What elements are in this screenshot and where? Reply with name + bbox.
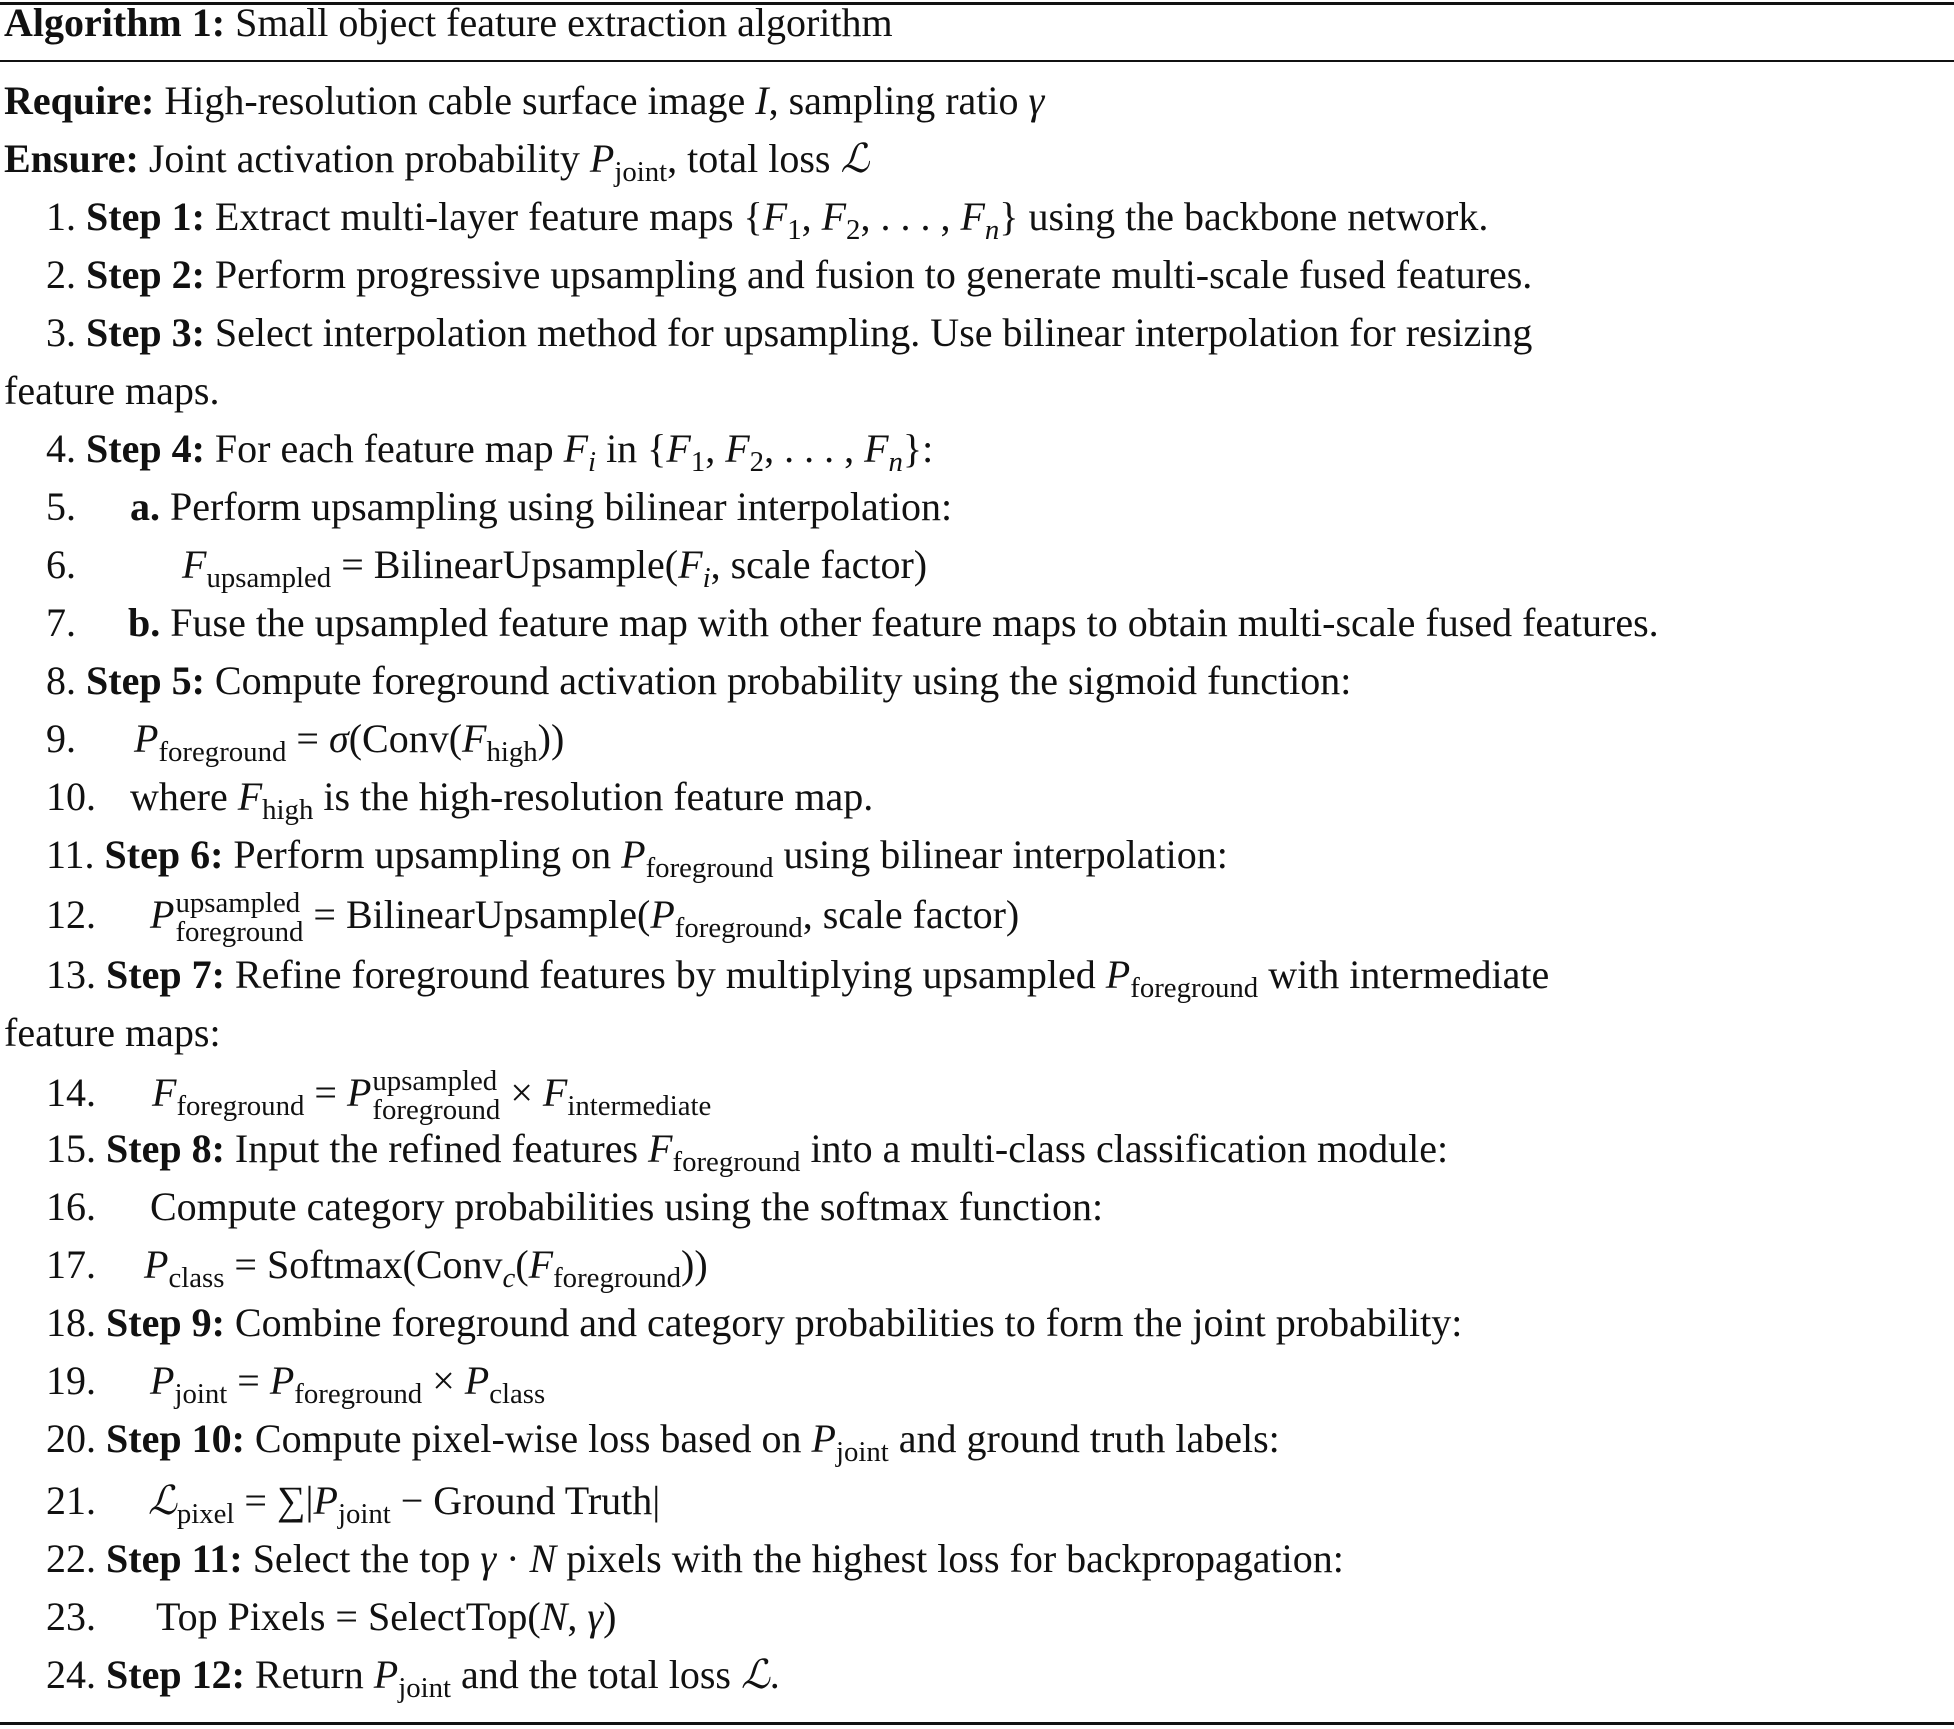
step-line-11: 11. Step 6: Perform upsampling on $P_{foreground}$ using bilinear interpolation: [46, 826, 1228, 884]
step-text-continuation: feature maps: [4, 1010, 221, 1055]
algorithm-title: Small object feature extraction algorithm [235, 0, 893, 45]
step-line-23: 23. Top Pixels = SelectTop(N, γ) [46, 1588, 616, 1646]
line-number: 17. [46, 1242, 96, 1287]
step-text: Perform upsampling using bilinear interpolation: [170, 484, 953, 529]
step-label: Step 8: [106, 1126, 225, 1171]
step-line-18 [46, 1294, 1462, 1352]
line-number: 24. [46, 1652, 96, 1697]
step-text: Combine foreground and category probabilities to form the joint probability: [234, 1300, 1463, 1345]
line-number: 21. [46, 1478, 96, 1523]
line-number: 10. [46, 774, 96, 819]
step-line-17: 17. $P_{class}$ = $Softmax(Conv_c(F_{foreground}))$ [46, 1236, 708, 1294]
line-number: 22. [46, 1536, 96, 1581]
step-line-12: 12. P upsampled foreground = $BilinearUpsample(P_{foreground}$, scale factor) [46, 887, 1020, 948]
line-number: 23. [46, 1594, 96, 1639]
ensure-line: Ensure: Joint activation probability $P_{joint}$, total loss ℒ [4, 136, 870, 189]
step-line-2 [46, 246, 1532, 304]
require-label: Require: [4, 78, 155, 123]
line-number: 15. [46, 1126, 96, 1171]
step-label: Step 6: [104, 832, 224, 877]
step-label: Step 11: [106, 1536, 243, 1581]
line-number: 11. [46, 832, 95, 877]
line-number: 2. [46, 252, 76, 297]
step-label: Step 9: [106, 1300, 225, 1345]
bottom-rule [0, 1722, 1954, 1725]
line-number: 5. [46, 484, 76, 529]
require-line: Require: High-resolution cable surface image I, sampling ratio γ [4, 78, 1045, 123]
step-text: Compute foreground activation probability using the sigmoid function: [214, 658, 1352, 703]
step-text: Compute category probabilities using the softmax function: [150, 1184, 1104, 1229]
step-line-24: 24. Step 12: Return $P_{joint}$ and the total loss ℒ. [46, 1646, 780, 1704]
step-text: Fuse the upsampled feature map with other feature maps to obtain multi-scale fused features. [170, 600, 1659, 645]
line-number: 14. [46, 1070, 96, 1115]
step-label: Step 1: [86, 194, 205, 239]
step-line-3 [46, 304, 1532, 362]
step-label: Step 5: [86, 658, 205, 703]
step-line-21: 21. ℒ$_{pixel}$ = $\sum|P_{joint}$ − Ground Truth| [46, 1472, 660, 1530]
step-line-1: 1. Step 1: Extract multi-layer feature maps {$F_1$, $F_2$, . . . , $F_n$} using the backbone network. [46, 188, 1488, 246]
header-rule [0, 60, 1954, 62]
step-line-14: 14. $F_{foreground} = P$ upsampled foreground × $F_{intermediate}$ [46, 1065, 712, 1126]
step-label: a. [130, 484, 160, 529]
line-number: 7. [46, 600, 76, 645]
step-line-19: 19. $P_{joint} = P_{foreground} \times P_{class}$ [46, 1352, 545, 1410]
algorithm-label: Algorithm 1: [4, 0, 226, 45]
step-line-20: 20. Step 10: Compute pixel-wise loss based on $P_{joint}$ and ground truth labels: [46, 1410, 1280, 1468]
step-line-8 [46, 652, 1351, 710]
step-label: b. [128, 600, 161, 645]
step-line-13: 13. Step 7: Refine foreground features by multiplying upsampled $P_{foreground}$ with intermediate [46, 946, 1549, 1004]
step-label: Step 10: [106, 1416, 245, 1461]
line-number: 8. [46, 658, 76, 703]
step-line-16 [46, 1178, 1103, 1236]
line-number: 13. [46, 952, 96, 997]
ensure-label: Ensure: [4, 136, 139, 181]
step-label: Step 3: [86, 310, 205, 355]
step-line-4: 4. Step 4: For each feature map $F_i$ in {$F_1$, $F_2$, . . . , $F_n$}: [46, 420, 933, 478]
step-line-3-continuation [4, 362, 219, 420]
line-number: 20. [46, 1416, 96, 1461]
algorithm-header [4, 0, 893, 52]
line-number: 19. [46, 1358, 96, 1403]
line-number: 16. [46, 1184, 96, 1229]
line-number: 3. [46, 310, 76, 355]
step-line-15: 15. Step 8: Input the refined features $F_{foreground}$ into a multi-class classification module: [46, 1120, 1448, 1178]
step-label: Step 12: [106, 1652, 245, 1697]
step-label: Step 2: [86, 252, 205, 297]
step-text-continuation: feature maps. [4, 368, 220, 413]
step-line-5 [46, 478, 952, 536]
step-line-9: 9. $P_{foreground}$ = $\sigma(Conv(F_{high}))$ [46, 710, 564, 768]
step-text: Select interpolation method for upsampling. Use bilinear interpolation for resizing [214, 310, 1533, 355]
step-text: Perform progressive upsampling and fusion to generate multi-scale fused features. [214, 252, 1533, 297]
step-line-10: 10. where $F_{high}$ is the high-resolution feature map. [46, 768, 873, 826]
line-number: 1. [46, 194, 76, 239]
line-number: 12. [46, 892, 96, 937]
step-line-6: 6. $F_{upsampled}$ = $BilinearUpsample(F_i$, scale factor) [46, 536, 927, 594]
step-line-7 [46, 594, 1659, 652]
line-number: 18. [46, 1300, 96, 1345]
line-number: 4. [46, 426, 76, 471]
line-number: 9. [46, 716, 76, 761]
step-line-13-continuation [4, 1004, 221, 1062]
step-line-22: 22. Step 11: Select the top γ · N pixels with the highest loss for backpropagation: [46, 1530, 1344, 1588]
line-number: 6. [46, 542, 76, 587]
step-label: Step 7: [106, 952, 225, 997]
step-label: Step 4: [86, 426, 205, 471]
